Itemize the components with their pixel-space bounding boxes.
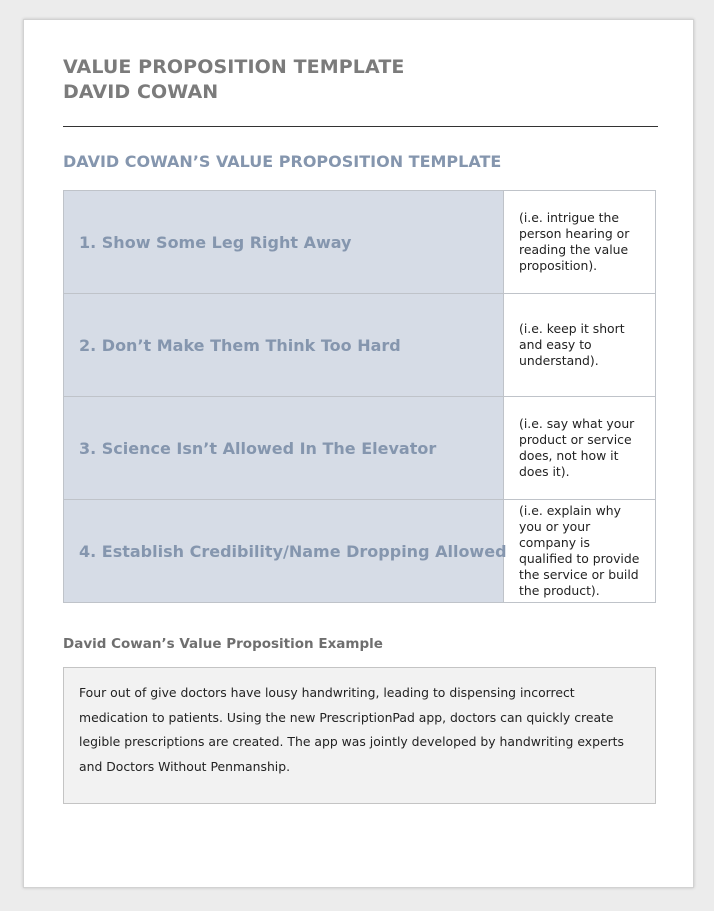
example-text-box[interactable]: Four out of give doctors have lousy handwriting, leading to dispensing incorrect medication to patients. Using the new PrescriptionPad app, doctors can quickly create legible prescriptions are created. The app was jointly developed by handwriting experts and Doctors Without Penmanship.	[63, 667, 656, 804]
value-proposition-table	[63, 190, 656, 603]
note-cell[interactable]: (i.e. explain why you or your company is qualified to provide the service or build the product).	[504, 500, 656, 603]
note-cell[interactable]: (i.e. say what your product or service does, not how it does it).	[504, 397, 656, 500]
example-heading: David Cowan’s Value Proposition Example	[63, 636, 383, 652]
table-row	[64, 397, 656, 500]
table-row	[64, 191, 656, 294]
section-heading: DAVID COWAN’S VALUE PROPOSITION TEMPLATE	[63, 152, 502, 171]
step-cell[interactable]: 3. Science Isn’t Allowed In The Elevator	[64, 397, 504, 500]
table-row	[64, 294, 656, 397]
note-cell[interactable]: (i.e. intrigue the person hearing or reading the value proposition).	[504, 191, 656, 294]
step-cell[interactable]: 2. Don’t Make Them Think Too Hard	[64, 294, 504, 397]
document-title-line-1: VALUE PROPOSITION TEMPLATE	[63, 56, 405, 78]
note-cell[interactable]: (i.e. keep it short and easy to understand).	[504, 294, 656, 397]
step-cell[interactable]: 1. Show Some Leg Right Away	[64, 191, 504, 294]
document-title	[63, 55, 404, 105]
title-divider	[63, 126, 658, 127]
table-row	[64, 500, 656, 603]
document-page	[23, 19, 694, 888]
document-title-line-2: DAVID COWAN	[63, 81, 219, 103]
step-cell[interactable]: 4. Establish Credibility/Name Dropping Allowed	[64, 500, 504, 603]
